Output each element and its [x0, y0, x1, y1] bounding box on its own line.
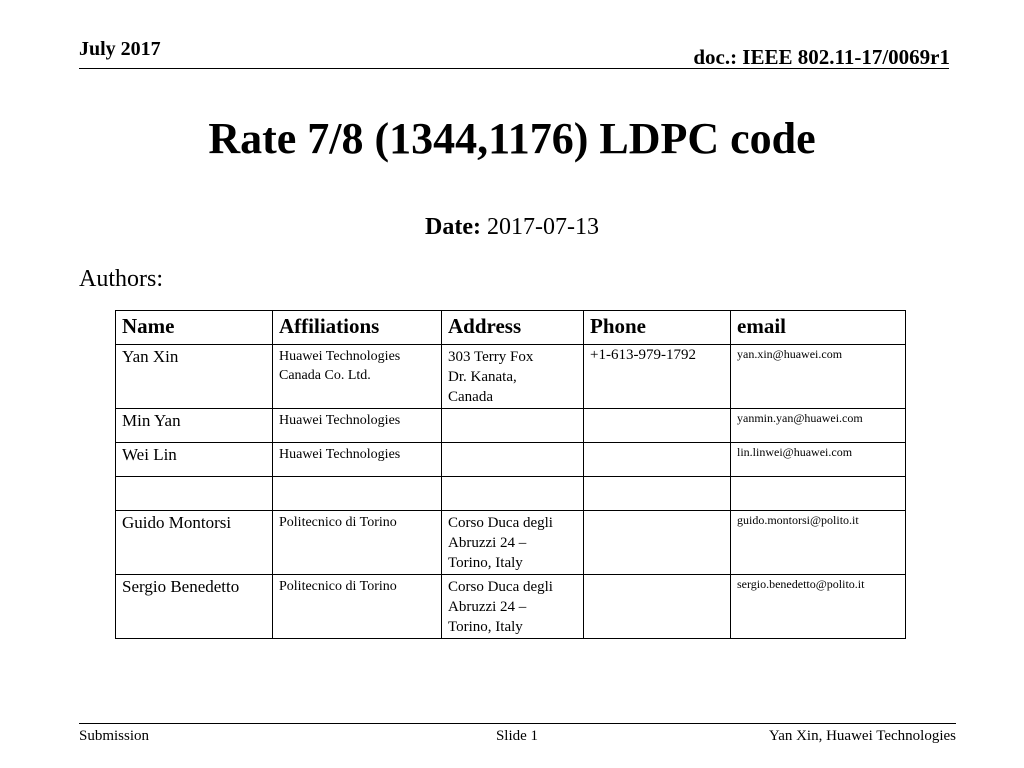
footer-divider	[79, 723, 956, 724]
document-number: doc.: IEEE 802.11-17/0069r1	[693, 45, 950, 69]
affiliation-cell	[273, 345, 442, 409]
phone-cell	[584, 575, 731, 639]
address-line: Abruzzi 24 –	[448, 599, 527, 615]
address-line: Abruzzi 24 –	[448, 535, 527, 551]
authors-label: Authors:	[79, 266, 163, 292]
table-row	[116, 443, 906, 477]
email-cell: yan.xin@huawei.com	[731, 345, 906, 409]
address-line: Dr. Kanata,	[448, 369, 517, 385]
affiliation-line: Politecnico di Torino	[279, 515, 397, 530]
author-name-cell: Sergio Benedetto	[116, 575, 273, 639]
table-row	[116, 345, 906, 409]
affiliation-cell	[273, 409, 442, 443]
footer-submission: Submission	[79, 728, 150, 744]
phone-cell: +1-613-979-1792	[584, 345, 731, 409]
phone-cell	[584, 443, 731, 477]
affiliation-line: Canada Co. Ltd.	[279, 368, 371, 383]
address-line: Torino, Italy	[448, 555, 523, 571]
slide-title: Rate 7/8 (1344,1176) LDPC code	[208, 114, 816, 163]
address-cell	[442, 575, 584, 639]
author-name-cell: Min Yan	[116, 409, 273, 443]
table-row	[116, 511, 906, 575]
table-row	[116, 477, 906, 511]
email-cell: yanmin.yan@huawei.com	[731, 409, 906, 443]
email-cell: lin.linwei@huawei.com	[731, 443, 906, 477]
affiliation-cell	[273, 575, 442, 639]
author-name-cell: Yan Xin	[116, 345, 273, 409]
address-line: 303 Terry Fox	[448, 349, 534, 365]
author-name-cell: Wei Lin	[116, 443, 273, 477]
address-line: Corso Duca degli	[448, 579, 553, 595]
column-header-affiliations: Affiliations	[273, 311, 442, 345]
author-name-cell	[116, 477, 273, 511]
address-cell	[442, 345, 584, 409]
column-header-name: Name	[116, 311, 273, 345]
address-line: Torino, Italy	[448, 619, 523, 635]
header-date: July 2017	[79, 38, 161, 60]
footer-author: Yan Xin, Huawei Technologies	[768, 728, 956, 744]
address-line: Corso Duca degli	[448, 515, 553, 531]
address-cell	[442, 511, 584, 575]
address-cell	[442, 443, 584, 477]
affiliation-cell	[273, 477, 442, 511]
column-header-address: Address	[442, 311, 584, 345]
affiliation-line: Huawei Technologies	[279, 349, 401, 364]
email-cell: guido.montorsi@polito.it	[731, 511, 906, 575]
header-divider	[79, 68, 949, 69]
table-row	[116, 409, 906, 443]
phone-cell	[584, 477, 731, 511]
affiliation-line: Politecnico di Torino	[279, 579, 397, 594]
phone-cell	[584, 409, 731, 443]
affiliation-line: Huawei Technologies	[279, 447, 401, 462]
address-line: Canada	[448, 389, 493, 405]
date-label: Date:	[425, 214, 481, 240]
column-header-phone: Phone	[584, 311, 731, 345]
affiliation-line: Huawei Technologies	[279, 413, 401, 428]
date-line	[0, 214, 1024, 241]
authors-table	[115, 310, 906, 639]
address-cell	[442, 477, 584, 511]
address-cell	[442, 409, 584, 443]
table-row	[116, 575, 906, 639]
column-header-email: email	[731, 311, 906, 345]
slide-number: Slide 1	[495, 728, 539, 744]
affiliation-cell	[273, 443, 442, 477]
table-header-row	[116, 311, 906, 345]
email-cell: sergio.benedetto@polito.it	[731, 575, 906, 639]
phone-cell	[584, 511, 731, 575]
date-value: 2017-07-13	[486, 214, 599, 240]
affiliation-cell	[273, 511, 442, 575]
email-cell	[731, 477, 906, 511]
author-rows	[116, 345, 906, 639]
author-name-cell: Guido Montorsi	[116, 511, 273, 575]
